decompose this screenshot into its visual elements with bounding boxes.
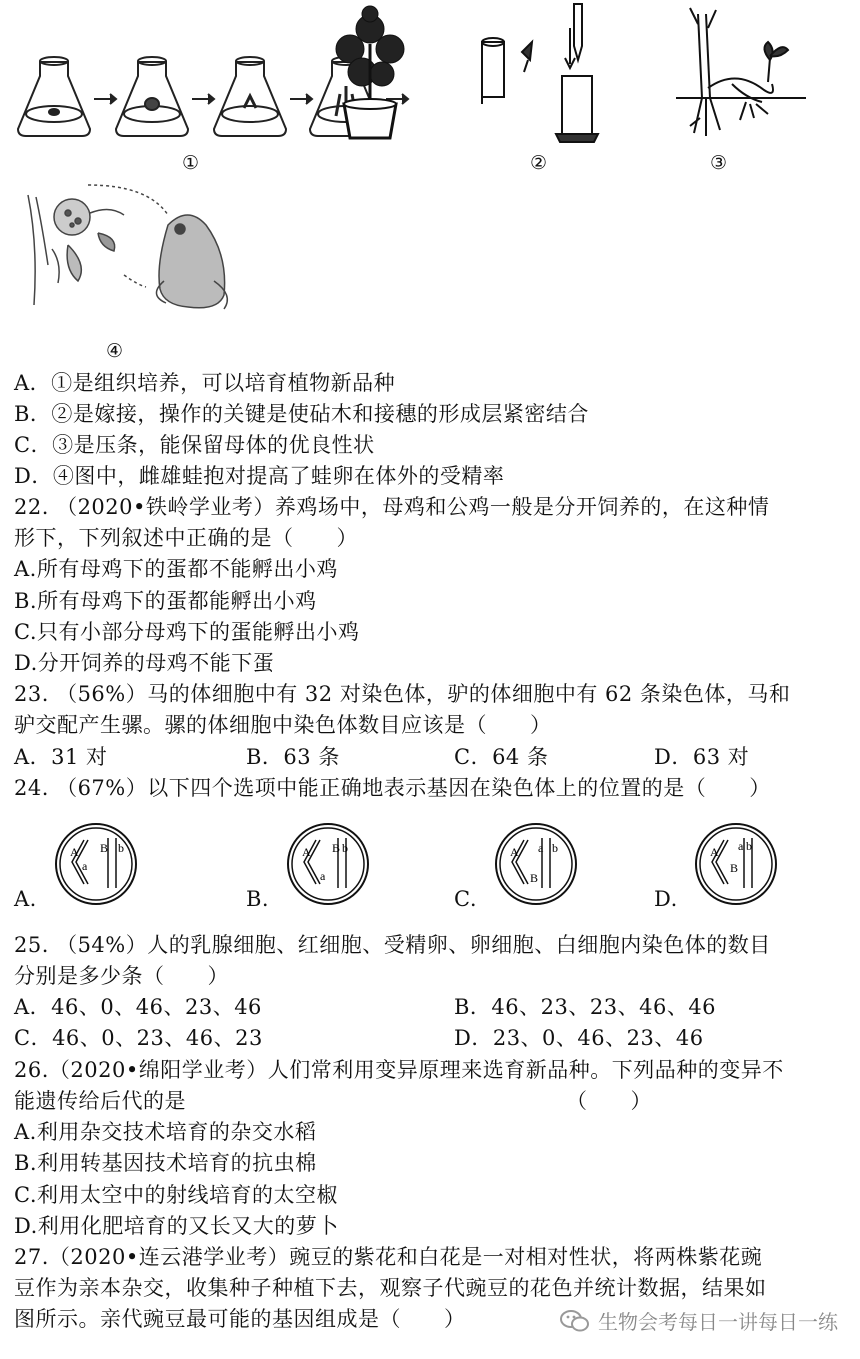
q22-option-b: B.所有母鸡下的蛋都能孵出小鸡 [14,589,317,613]
q22-option-a: A.所有母鸡下的蛋都不能孵出小鸡 [14,557,338,581]
q27-line1: 27.（2020•连云港学业考）豌豆的紫花和白花是一对相对性状，将两株紫花豌 [14,1245,763,1269]
q25-option-d: D．23、0、46、23、46 [454,1026,704,1050]
q24-option-d-label: D. [654,887,678,911]
q26-option-c: C.利用太空中的射线培育的太空椒 [14,1183,338,1207]
q24-option-a-label: A. [14,887,37,911]
q23-stem-line2: 驴交配产生骡。骡的体细胞中染色体数目应该是（ ） [14,713,552,737]
q24-diagram-d [694,822,778,906]
q24-a-gene-4: b [118,841,124,855]
figure-label-2: ② [530,152,548,174]
q24-diagram-c [494,822,578,906]
watermark-text: 生物会考每日一讲每日一练 [598,1310,838,1334]
q25-stem-line1: 25. （54%）人的乳腺细胞、红细胞、受精卵、卵细胞、白细胞内染色体的数目 [14,933,771,957]
q24-b-gene-2: a [320,869,326,883]
q24-a-gene-2: a [82,859,88,873]
q25-option-a: A．46、0、46、23、46 [14,995,262,1019]
q24-c-gene-3: a [538,841,544,855]
q26-option-d: D.利用化肥培育的又长又大的萝卜 [14,1214,339,1238]
q24-a-gene-3: B [100,841,109,855]
q22-option-c: C.只有小部分母鸡下的蛋能孵出小鸡 [14,620,360,644]
q25-option-c: C．46、0、23、46、23 [14,1026,263,1050]
q23-option-d: D．63 对 [654,745,750,769]
q24-b-gene-1: A [302,845,311,859]
figure-frog-lifecycle [28,185,238,317]
figure-potted-plant [320,4,420,144]
q21-option-a: A．①是组织培养，可以培育植物新品种 [14,371,396,395]
q26-stem-line1: 26.（2020•绵阳学业考）人们常利用变异原理来选育新品种。下列品种的变异不 [14,1058,784,1082]
q24-c-gene-2: B [530,871,539,885]
q23-option-c: C．64 条 [454,745,549,769]
figure-label-4: ④ [106,340,124,362]
q26-option-b: B.利用转基因技术培育的抗虫棉 [14,1151,317,1175]
q24-diagram-a [54,822,138,906]
q23-option-b: B．63 条 [246,745,340,769]
q24-option-b-label: B. [246,887,270,911]
q22-stem-line2: 形下，下列叙述中正确的是（ ） [14,526,358,550]
q26-stem-line2: 能遗传给后代的是 [14,1089,186,1113]
q24-c-gene-1: A [510,845,519,859]
q25-stem-line2: 分别是多少条（ ） [14,964,229,988]
q24-option-c-label: C. [454,887,477,911]
q24-d-gene-1: A [710,845,719,859]
figure-label-1: ① [182,152,200,174]
q24-stem: 24. （67%）以下四个选项中能正确地表示基因在染色体上的位置的是（ ） [14,776,771,800]
q24-b-gene-3: B [332,841,341,855]
q25-option-b: B．46、23、23、46、46 [454,995,717,1019]
q23-stem-line1: 23. （56%）马的体细胞中有 32 对染色体，驴的体细胞中有 62 条染色体，马和 [14,682,791,706]
q21-option-d: D．④图中，雌雄蛙抱对提高了蛙卵在体外的受精率 [14,464,505,488]
q24-c-gene-4: b [552,841,558,855]
q23-option-a: A．31 对 [14,745,108,769]
q22-option-d: D.分开饲养的母鸡不能下蛋 [14,651,275,675]
q21-option-b: B．②是嫁接，操作的关键是使砧木和接穗的形成层紧密结合 [14,402,589,426]
figure-layering [676,8,806,148]
q27-line3: 图所示。亲代豌豆最可能的基因组成是（ ） [14,1307,466,1331]
q22-stem-line1: 22. （2020•铁岭学业考）养鸡场中，母鸡和公鸡一般是分开饲养的，在这种情 [14,495,770,519]
watermark [560,1306,838,1335]
q24-d-gene-2: B [730,861,739,875]
wechat-icon [560,1309,590,1333]
q24-b-gene-4: b [342,841,348,855]
q24-diagram-b [286,822,370,906]
q26-bracket: （ ） [566,1089,652,1113]
q24-a-gene-1: A [70,845,79,859]
q26-option-a: A.利用杂交技术培育的杂交水稻 [14,1120,317,1144]
figure-label-3: ③ [710,152,728,174]
q24-d-gene-3: a [738,839,744,853]
figure-grafting [470,4,610,144]
q21-option-c: C．③是压条，能保留母体的优良性状 [14,433,375,457]
q27-line2: 豆作为亲本杂交，收集种子种植下去，观察子代豌豆的花色并统计数据，结果如 [14,1276,767,1300]
q24-d-gene-4: b [746,839,752,853]
